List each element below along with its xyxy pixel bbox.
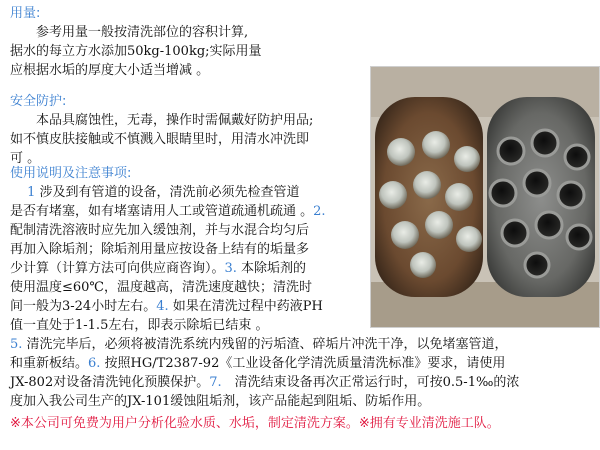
clean-tube-hole: [536, 212, 562, 238]
scaled-tube-hole: [391, 221, 419, 249]
instruction-text: 少计算（计算方法可向供应商咨询）。: [10, 261, 225, 276]
scaled-tube-hole: [445, 183, 473, 211]
safety-line: 本品具腐蚀性，无毒，操作时需佩戴好防护用品;: [10, 113, 314, 128]
scaled-tube-hole: [387, 138, 415, 166]
instruction-line: [10, 392, 519, 411]
instruction-text: 是否有堵塞，如有堵塞请用人工或管道疏通机疏通 。: [10, 204, 314, 219]
clean-tube-hole: [498, 138, 524, 164]
scaled-tube-hole: [456, 226, 482, 252]
instruction-text: 涉及到有管道的设备，清洗前必须先检查管道: [35, 185, 300, 200]
scaled-tube-hole: [410, 252, 436, 278]
instruction-text: 按照HG/T2387-92《工业设备化学清洗质量清洗标准》要求，请使用: [100, 356, 506, 371]
scaled-tube-hole: [425, 211, 453, 239]
instruction-text: 度加入我公司生产的JX-101缓蚀阻垢剂，该产品能起到阻垢、防垢作用。: [10, 394, 431, 409]
instruction-text: JX-802对设备清洗钝化预膜保护。: [10, 375, 210, 390]
instruction-text: 值一直处于1-1.5左右，即表示除垢已结束 。: [10, 318, 269, 333]
footer-notice: ※本公司可免费为用户分析化验水质、水垢，制定清洗方案。※拥有专业清洗施工队。: [10, 416, 500, 431]
usage-line: 应根据水垢的厚度大小适当增减 。: [10, 63, 210, 78]
scaled-tube-hole: [454, 146, 480, 172]
clean-tube-hole: [524, 170, 550, 196]
clean-tube-hole: [525, 253, 549, 277]
safety-heading: 安全防护:: [10, 94, 67, 109]
instruction-text: 再加入除垢剂；除垢剂用量应按设备上结有的垢量多: [10, 242, 310, 257]
instruction-text: 如果在清洗过程中药液PH: [168, 299, 323, 314]
step-number: 5.: [10, 337, 23, 352]
instruction-text: 使用温度≤60℃，温度越高，清洗速度越快；清洗时: [10, 280, 312, 295]
instruction-line: [10, 335, 519, 354]
instruction-text: 配制清洗溶液时应先加入缓蚀剂，并与水混合均匀后: [10, 223, 310, 238]
instruction-text: [10, 185, 27, 200]
step-number: 7.: [209, 375, 222, 390]
scaled-tube-hole: [413, 171, 441, 199]
instruction-text: 和重新板结。: [10, 356, 89, 371]
scaled-tube-hole: [379, 181, 407, 209]
pipe-bundle-photo: [370, 66, 600, 328]
instruction-text: 清洗完毕后，必须将被清洗系统内残留的污垢渣、碎垢片冲洗干净，以免堵塞管道，: [22, 337, 508, 352]
clean-tube-hole: [567, 225, 591, 249]
step-number: 4.: [156, 299, 169, 314]
instruction-line: [10, 354, 519, 373]
scaled-tube-hole: [422, 131, 450, 159]
clean-tube-hole: [502, 220, 528, 246]
safety-line: 如不慎皮肤接触或不慎溅入眼睛里时，用清水冲洗即: [10, 132, 310, 147]
usage-section: [10, 4, 262, 80]
clean-tube-hole: [558, 182, 584, 208]
instruction-text: 清洗结束设备再次正常运行时，可按0.5-1‰的浓: [221, 375, 520, 390]
safety-section: [10, 92, 313, 168]
step-number: 2.: [313, 204, 326, 219]
step-number: 1: [27, 185, 36, 200]
usage-line: 据水的每立方水添加50kg-100kg;实际用量: [10, 44, 262, 59]
step-number: 3.: [224, 261, 237, 276]
instruction-line: [10, 373, 519, 392]
instruction-text: 本除垢剂的: [236, 261, 307, 276]
instructions-heading: 使用说明及注意事项:: [10, 166, 132, 181]
safety-line: 可 。: [10, 151, 41, 166]
clean-tube-hole: [565, 145, 589, 169]
instruction-text: 间一般为3-24小时左右。: [10, 299, 157, 314]
clean-tube-hole: [490, 180, 516, 206]
usage-heading: 用量:: [10, 6, 41, 21]
clean-tube-hole: [532, 130, 558, 156]
step-number: 6.: [88, 356, 101, 371]
usage-line: 参考用量一般按清洗部位的容积计算,: [10, 25, 249, 40]
